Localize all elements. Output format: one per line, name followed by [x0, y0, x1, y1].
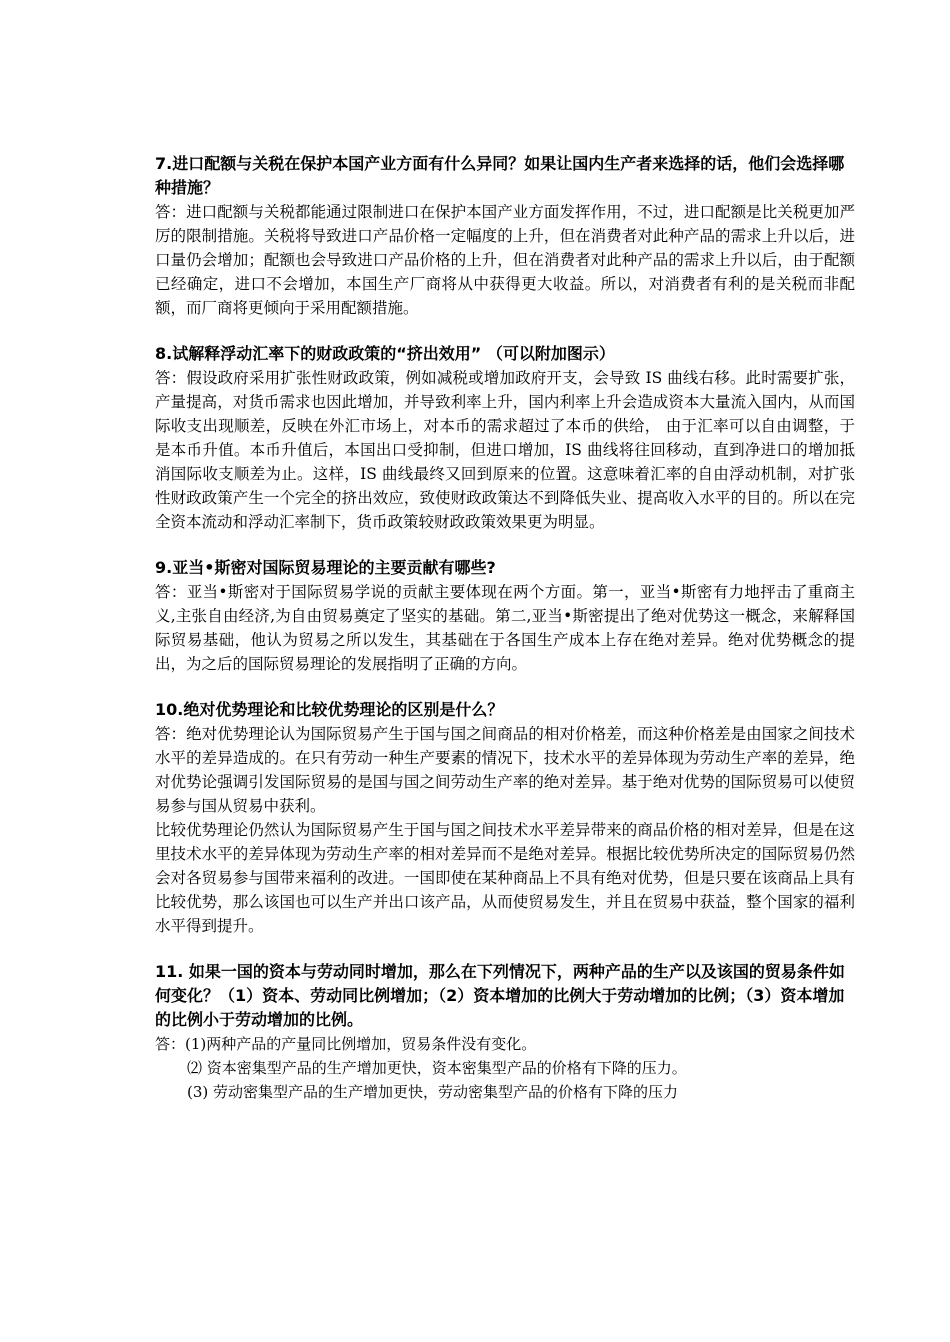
sub-answer-1: 答：(1)两种产品的产量同比例增加，贸易条件没有变化。	[155, 1035, 537, 1053]
answer-paragraph: 答：绝对优势理论认为国际贸易产生于国与国之间商品的相对价格差，而这种价格差是由国家之间技术水平的差异造成的。在只有劳动一种生产要素的情况下，技术水平的差异体现为劳动生产率的差异，绝对优势论强调引发国际贸易的是国与国之间劳动生产率的绝对差异。基于绝对优势的国际贸易可以使贸易参与国从贸易中获利。	[155, 725, 855, 815]
document-page	[155, 152, 855, 1126]
question-11	[155, 960, 855, 1104]
question-title: 8.试解释浮动汇率下的财政政策的“挤出效用” （可以附加图示）	[155, 344, 615, 363]
question-title: 9.亚当•斯密对国际贸易理论的主要贡献有哪些?	[155, 558, 496, 577]
question-9	[155, 556, 855, 676]
answer-paragraph: 答：亚当•斯密对于国际贸易学说的贡献主要体现在两个方面。第一，亚当•斯密有力地抨击了重商主义,主张自由经济,为自由贸易奠定了坚实的基础。第二,亚当•斯密提出了绝对优势这一概念，来解释国际贸易基础，他认为贸易之所以发生，其基础在于各国生产成本上存在绝对差异。绝对优势概念的提出，为之后的国际贸易理论的发展指明了正确的方向。	[155, 583, 855, 673]
question-8	[155, 342, 855, 534]
answer-paragraph: 比较优势理论仍然认为国际贸易产生于国与国之间技术水平差异带来的商品价格的相对差异，但是在这里技术水平的差异体现为劳动生产率的相对差异而不是绝对差异。根据比较优势所决定的国际贸易仍然会对各贸易参与国带来福利的改进。一国即使在某种商品上不具有绝对优势，但是只要在该商品上具有比较优势，那么该国也可以生产并出口该产品，从而使贸易发生，并且在贸易中获益，整个国家的福利水平得到提升。	[155, 821, 855, 935]
question-title: 11. 如果一国的资本与劳动同时增加，那么在下列情况下，两种产品的生产以及该国的贸易条件如何变化？（1）资本、劳动同比例增加；（2）资本增加的比例大于劳动增加的比例；（3）资本增加的比例小于劳动增加的比例。	[155, 962, 845, 1029]
answer-paragraph: 答：假设政府采用扩张性财政政策，例如减税或增加政府开支，会导致 IS 曲线右移。此时需要扩张，产量提高，对货币需求也因此增加，并导致利率上升，国内利率上升会造成资本大量流入国内，从而国际收支出现顺差，反映在外汇市场上，对本币的需求超过了本币的供给， 由于汇率可以自由调整，于是本币升值。本币升值后，本国出口受抑制，但进口增加，IS 曲线将往回移动，直到净进口的增加抵消国际收支顺差为止。这样，IS 曲线最终又回到原来的位置。这意味着汇率的自由浮动机制，对扩张性财政政策产生一个完全的挤出效应，致使财政政策达不到降低失业、提高收入水平的目的。所以在完全资本流动和浮动汇率制下，货币政策较财政政策效果更为明显。	[155, 369, 855, 531]
sub-answer-2: ⑵ 资本密集型产品的生产增加更快，资本密集型产品的价格有下降的压力。	[187, 1059, 687, 1077]
question-title: 10.绝对优势理论和比较优势理论的区别是什么？	[155, 700, 504, 719]
answer-paragraph: 答：进口配额与关税都能通过限制进口在保护本国产业方面发挥作用，不过，进口配额是比关税更加严厉的限制措施。关税将导致进口产品价格一定幅度的上升，但在消费者对此种产品的需求上升以后，进口量仍会增加；配额也会导致进口产品价格的上升，但在消费者对此种产品的需求上升以后，由于配额已经确定，进口不会增加，本国生产厂商将从中获得更大收益。所以，对消费者有利的是关税而非配额，而厂商将更倾向于采用配额措施。	[155, 203, 855, 317]
question-title: 7.进口配额与关税在保护本国产业方面有什么异同？如果让国内生产者来选择的话，他们会选择哪种措施？	[155, 154, 845, 197]
question-7	[155, 152, 855, 320]
sub-answer-3: (3) 劳动密集型产品的生产增加更快，劳动密集型产品的价格有下降的压力	[187, 1083, 679, 1101]
question-10	[155, 698, 855, 938]
